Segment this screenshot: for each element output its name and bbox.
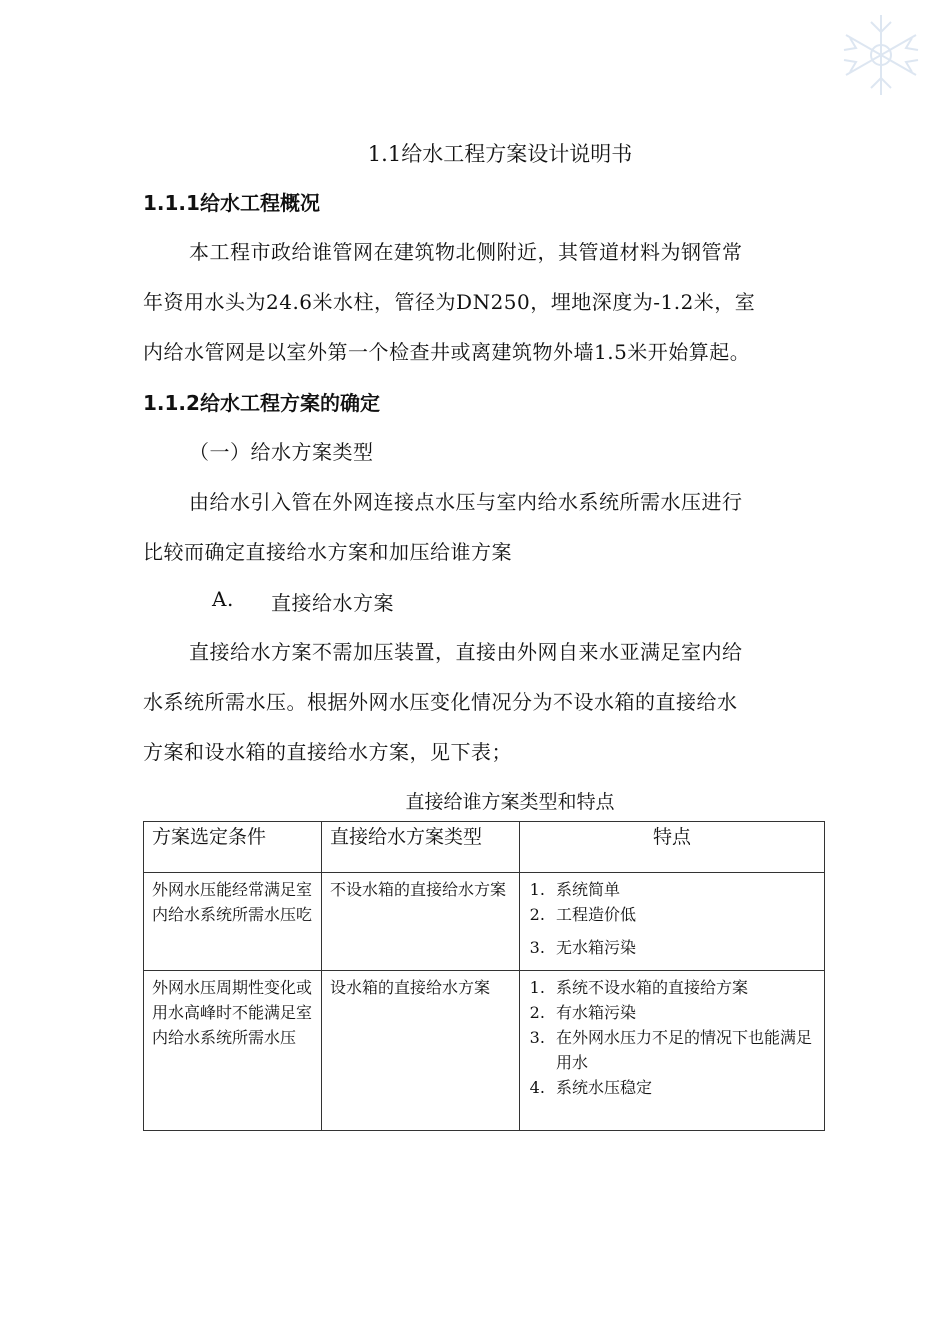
subsection-heading: （一）给水方案类型 — [189, 440, 374, 464]
paragraph-line: 方案和设水箱的直接给水方案，见下表； — [143, 740, 512, 764]
section-heading-overview: 1.1.1给水工程概况 — [143, 191, 320, 215]
paragraph-line: 直接给水方案不需加压装置，直接由外网自来水亚满足室内给 — [189, 640, 743, 664]
feature-item: 1. 系统简单 — [550, 877, 816, 902]
paragraph-line: 年资用水头为24.6米水柱，管径为DN250，埋地深度为-1.2米，室 — [143, 290, 756, 314]
plan-table — [143, 821, 825, 1131]
feature-item: 2. 工程造价低 — [550, 902, 816, 927]
paragraph-line: 水系统所需水压。根据外网水压变化情况分为不设水箱的直接给水 — [143, 690, 738, 714]
table-row — [144, 873, 825, 971]
paragraph-line: 由给水引入管在外网连接点水压与室内给水系统所需水压进行 — [189, 490, 743, 514]
condition-cell: 外网水压周期性变化或用水高峰时不能满足室内给水系统所需水压 — [144, 971, 322, 1131]
table-header-row — [144, 822, 825, 873]
paragraph-line: 比较而确定直接给水方案和加压给谁方案 — [143, 540, 512, 564]
table-row — [144, 971, 825, 1131]
feature-item: 2. 有水箱污染 — [550, 1000, 816, 1025]
table-header-cell: 特点 — [520, 822, 825, 873]
table-caption: 直接给谁方案类型和特点 — [405, 791, 615, 813]
paragraph-line: 本工程市政给谁管网在建筑物北侧附近，其管道材料为钢管常 — [189, 240, 743, 264]
feature-item: 1. 系统不设水箱的直接给方案 — [550, 975, 816, 1000]
table-header-cell: 方案选定条件 — [144, 822, 322, 873]
paragraph-line: 内给水管网是以室外第一个检查井或离建筑物外墙1.5米开始算起。 — [143, 340, 751, 364]
condition-cell: 外网水压能经常满足室内给水系统所需水压吃 — [144, 873, 322, 971]
type-cell: 不设水箱的直接给水方案 — [322, 873, 520, 971]
watermark-snowflake-icon — [826, 10, 936, 100]
features-cell — [520, 971, 825, 1131]
feature-item: 3. 无水箱污染 — [550, 935, 816, 960]
document-title: 1.1给水工程方案设计说明书 — [367, 142, 633, 166]
list-item-direct-supply: 直接给水方案 — [271, 591, 394, 615]
features-cell — [520, 873, 825, 971]
list-marker-a: A. — [212, 587, 234, 611]
feature-item: 4. 系统水压稳定 — [550, 1075, 816, 1100]
table-header-cell: 直接给水方案类型 — [322, 822, 520, 873]
type-cell: 设水箱的直接给水方案 — [322, 971, 520, 1131]
section-heading-plan: 1.1.2给水工程方案的确定 — [143, 391, 380, 415]
feature-item: 3. 在外网水压力不足的情况下也能满足用水 — [550, 1025, 816, 1075]
